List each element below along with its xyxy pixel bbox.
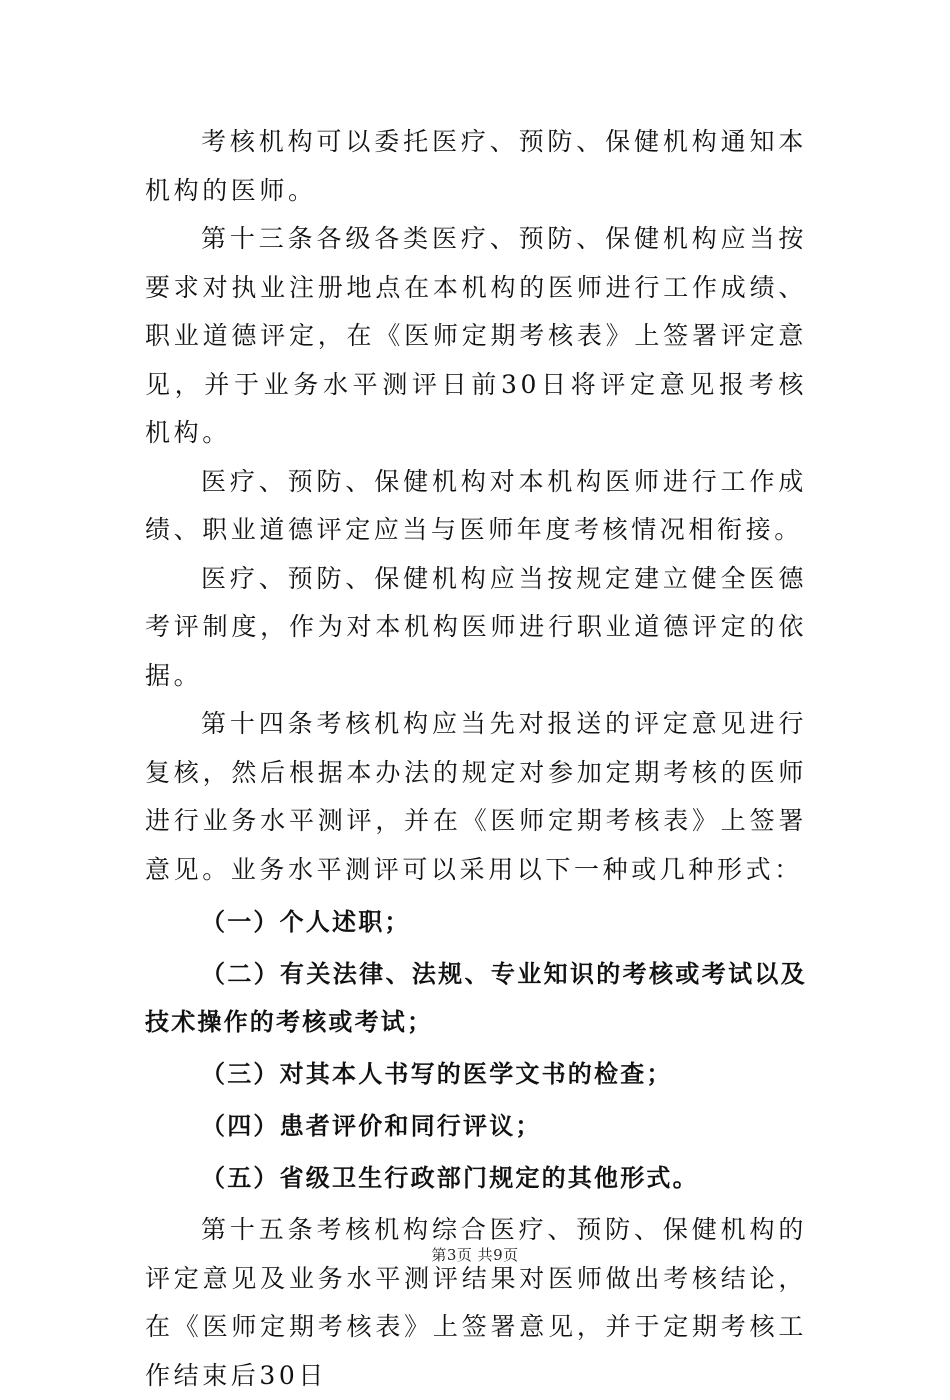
list-item-4: （四）患者评价和同行评议； — [201, 1112, 542, 1140]
list-item-3: （三）对其本人书写的医学文书的检查； — [201, 1060, 673, 1088]
paragraph-article-15: 第十五条考核机构综合医疗、预防、保健机构的评定意见及业务水平测评结果对医师做出考核结论，在《医师定期考核表》上签署意见，并于定期考核工作结束后30日 — [145, 1215, 807, 1390]
list-item-1: （一）个人述职； — [201, 908, 411, 936]
list-item-2: （二）有关法律、法规、专业知识的考核或考试以及技术操作的考核或考试； — [145, 960, 807, 1036]
paragraph-notify: 考核机构可以委托医疗、预防、保健机构通知本机构的医师。 — [145, 127, 807, 205]
document-body — [145, 118, 807, 1400]
paragraph-article-14: 第十四条考核机构应当先对报送的评定意见进行复核，然后根据本办法的规定对参加定期考核的医师进行业务水平测评，并在《医师定期考核表》上签署意见。业务水平测评可以采用以下一种或几种形式： — [145, 709, 807, 884]
paragraph-ethics-system: 医疗、预防、保健机构应当按规定建立健全医德考评制度，作为对本机构医师进行职业道德评定的依据。 — [145, 563, 807, 690]
paragraph-annual-review: 医疗、预防、保健机构对本机构医师进行工作成绩、职业道德评定应当与医师年度考核情况相衔接。 — [145, 466, 807, 544]
paragraph-article-13: 第十三条各级各类医疗、预防、保健机构应当按要求对执业注册地点在本机构的医师进行工作成绩、职业道德评定，在《医师定期考核表》上签署评定意见，并于业务水平测评日前30日将评定意见报考核机构。 — [145, 224, 807, 447]
list-item-5: （五）省级卫生行政部门规定的其他形式。 — [201, 1164, 699, 1192]
page-number-footer: 第3页 共9页 — [431, 1246, 519, 1264]
